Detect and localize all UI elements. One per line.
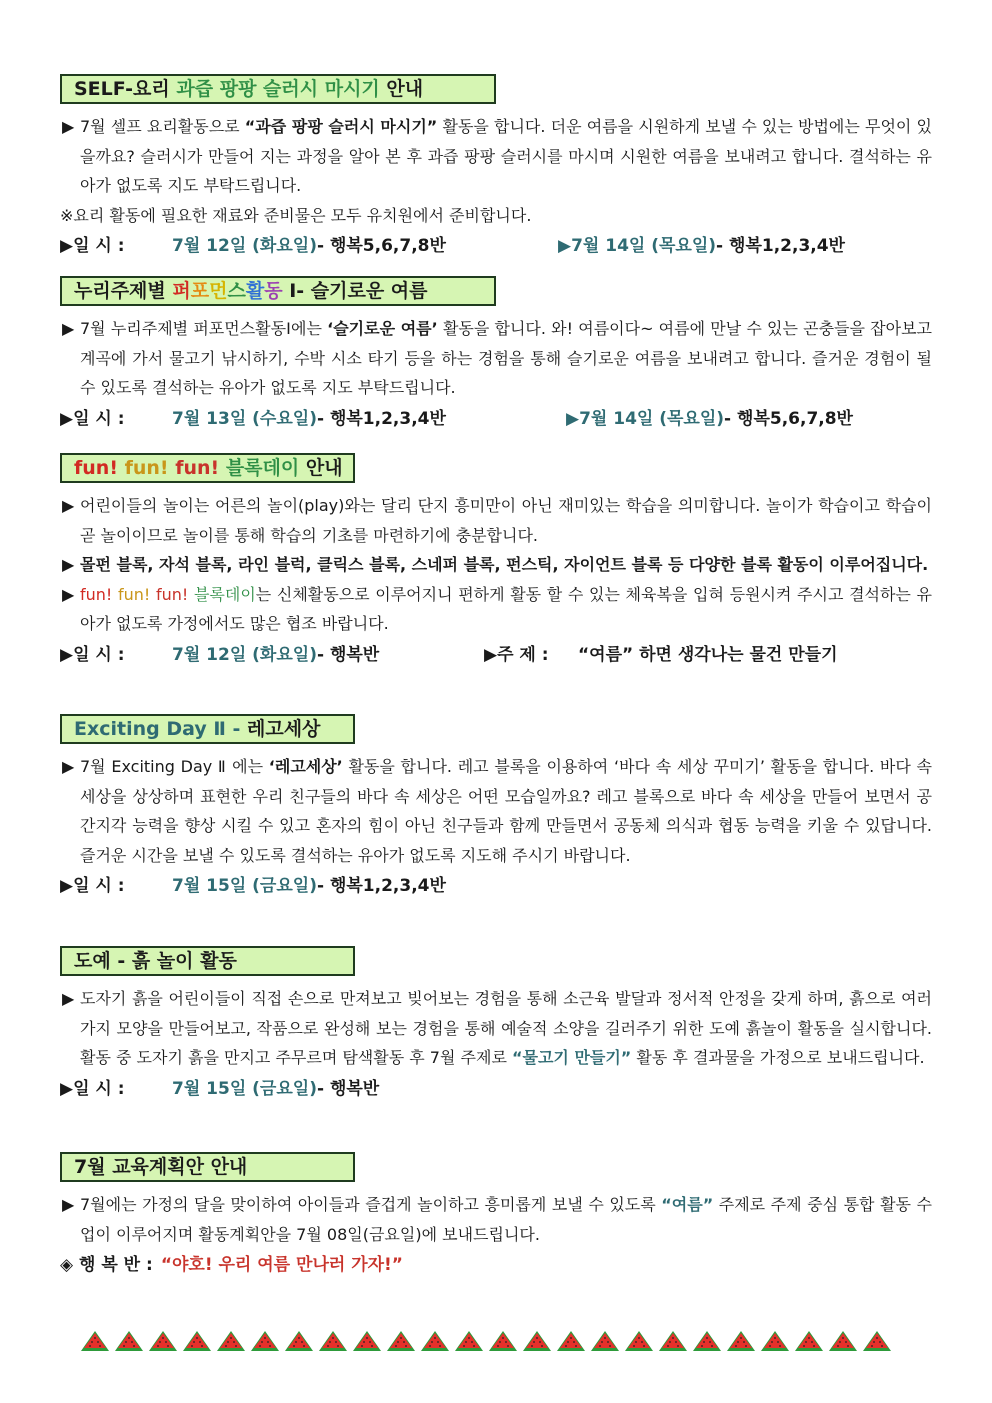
watermelon-border [80,1330,910,1356]
watermelon-icon [386,1330,416,1352]
date-row [60,1075,932,1103]
text: 활동을 합니다. 레고 블록을 이용하여 ‘바다 속 세상 꾸미기’ 활동을 합니다. 바다 속 세상을 상상하며 표현한 우리 친구들의 바다 속 세상은 어떤 모습일까요? 레고 블록으로 바다 속 세상을 만들어 보면서 공간지각 능력을 향상 시킬 수 있고 혼자의 힘이 아닌 친구들과 함께 만들면서 공동체 의식과 협동 능력을 키울 수 있답니다. 즐거운 시간을 보낼 수 있도록 결석하는 유아가 없도록 지도해 주시기 바랍니다. [80,757,932,865]
section-heading: 도예 - 흙 놀이 활동 [60,946,355,976]
activity-name: ‘레고세상’ [268,757,343,776]
bullet-triangle-icon: ▶ [62,757,75,776]
date-row [60,641,932,669]
watermelon-icon [352,1330,382,1352]
class-value: - 행복1,2,3,4반 [316,876,446,896]
bullet-triangle-icon: ▶ [62,1195,75,1214]
watermelon-icon [692,1330,722,1352]
text: 7월에는 가정의 달을 맞이하여 아이들과 즐겁게 놀이하고 흥미롭게 보낼 수 있도록 [80,1195,662,1214]
bullet-triangle-icon: ▶ [62,584,75,604]
date-value: 7월 15일 (금요일) [172,1078,317,1099]
text: 어린이들의 놀이는 어른의 놀이(play)와는 달리 단지 흥미만이 아닌 재미있는 학습을 의미합니다. 놀이가 학습이고 학습이 곧 놀이이므로 놀이를 통해 학습의 기초를 마련하기에 충분합니다. [80,496,932,545]
text: 몰펀 블록, 자석 블록, 라인 블럭, 클릭스 블록, 스네퍼 블록, 펀스틱, 자이언트 블록 등 다양한 블록 활동이 이루어집니다. [80,555,929,574]
heading-highlight: 과즙 팡팡 슬러시 마시기 [176,78,380,100]
paragraph [60,550,932,580]
date-row [60,405,932,433]
date-value: 7월 13일 (수요일) [172,408,317,429]
section-heading [60,714,355,744]
watermelon-icon [488,1330,518,1352]
date-label: ▶일 시 : [60,408,125,429]
class-value: - 행복5,6,7,8반 [316,236,446,256]
theme-value: “여름” 하면 생각나는 물건 만들기 [578,644,838,665]
fun-text: fun! [80,584,113,604]
date-label: ▶일 시 : [60,236,125,256]
theme-label: ▶주 제 : [484,644,549,665]
paragraph [60,580,932,639]
watermelon-icon [590,1330,620,1352]
class-value: - 행복5,6,7,8반 [724,408,853,429]
watermelon-icon [828,1330,858,1352]
text: 주제로 주제 중심 통합 활동 수업이 이루어지며 활동계획안을 7월 08일(금요일)에 보내드립니다. [80,1195,932,1244]
heading-char: 활 [245,280,265,302]
text: 7월 누리주제별 퍼포먼스활동Ⅰ에는 [80,319,328,338]
date-value: ▶7월 14일 (목요일) [566,408,725,429]
watermelon-icon [624,1330,654,1352]
date-row [60,232,932,260]
watermelon-icon [658,1330,688,1352]
bullet-triangle-icon: ▶ [62,117,75,136]
class-label: ◈ 행 복 반 : [60,1255,153,1275]
watermelon-icon [556,1330,586,1352]
watermelon-icon [114,1330,144,1352]
section-pottery [60,946,932,1103]
heading-char: 동 [264,280,283,302]
watermelon-icon [318,1330,348,1352]
heading-highlight: 레고세상 [247,718,321,740]
text: 활동을 합니다. 와! 여름이다~ 여름에 만날 수 있는 곤충들을 잡아보고 계곡에 가서 물고기 낚시하기, 수박 시소 타기 등을 하는 경험을 통해 슬기로운 여름을 보내려고 합니다. 즐거운 경험이 될 수 있도록 결석하는 유아가 없도록 지도 부탁드립니다. [80,319,932,397]
class-value: - 행복반 [316,644,380,665]
class-value: - 행복1,2,3,4반 [316,408,446,429]
text: 7월 셀프 요리활동으로 [80,117,245,136]
paragraph [60,1190,932,1249]
paragraph [60,314,932,403]
watermelon-icon [522,1330,552,1352]
watermelon-icon [148,1330,178,1352]
class-value: - 행복반 [316,1078,380,1099]
heading-char: 스 [227,280,246,302]
section-education-plan [60,1152,932,1279]
paragraph [60,112,932,201]
heading-char: 퍼 [172,280,191,302]
watermelon-icon [794,1330,824,1352]
watermelon-icon [760,1330,790,1352]
section-heading: 7월 교육계획안 안내 [60,1152,355,1182]
watermelon-icon [284,1330,314,1352]
text: 7월 Exciting Day Ⅱ 에는 [80,757,269,776]
watermelon-icon [726,1330,756,1352]
bullet-triangle-icon: ▶ [62,496,75,515]
heading-text: fun! [124,457,169,479]
date-label: ▶일 시 : [60,644,125,665]
paragraph [60,984,932,1073]
activity-name: “물고기 만들기” [511,1048,632,1067]
bullet-triangle-icon: ▶ [62,989,75,1008]
heading-highlight: 블록데이 [225,457,300,479]
heading-char: 포 [190,280,210,302]
paragraph [60,491,932,550]
watermelon-icon [420,1330,450,1352]
section-self-cooking [60,74,932,260]
activity-name: ‘슬기로운 여름’ [327,319,438,338]
watermelon-icon [216,1330,246,1352]
heading-text: SELF-요리 [74,78,170,100]
watermelon-icon [454,1330,484,1352]
activity-name: “과즙 팡팡 슬러시 마시기” [244,117,438,136]
note: ※요리 활동에 필요한 재료와 준비물은 모두 유치원에서 준비합니다. [60,205,532,225]
heading-text: Exciting Day Ⅱ - [74,718,241,740]
section-exciting-day [60,714,932,900]
bullet-triangle-icon: ▶ [62,555,75,574]
watermelon-icon [250,1330,280,1352]
text: 활동 후 결과물을 가정으로 보내드립니다. [631,1048,925,1067]
date-value: ▶7월 14일 (목요일) [558,236,717,256]
date-row [60,872,932,900]
watermelon-icon [182,1330,212,1352]
date-value: 7월 12일 (화요일) [172,644,317,665]
section-heading [60,276,496,306]
heading-text: 누리주제별 [74,280,166,302]
fun-text: fun! [155,584,189,604]
class-theme-row [60,1251,932,1279]
fun-text: fun! [117,584,151,604]
block-day-text: 블록데이 [193,584,256,604]
text: 는 신체활동으로 이루어지니 편하게 활동 할 수 있는 체육복을 입혀 등원시켜 주시고 결석하는 유아가 없도록 가정에서도 많은 협조 바랍니다. [80,584,932,633]
watermelon-icon [80,1330,110,1352]
heading-char: 먼 [209,280,228,302]
class-value: - 행복1,2,3,4반 [716,236,845,256]
heading-text: 안내 [386,78,424,100]
paragraph [60,752,932,870]
class-theme: “야호! 우리 여름 만나러 가자!” [160,1255,403,1275]
date-value: 7월 12일 (화요일) [172,236,317,256]
heading-text: Ⅰ- 슬기로운 여름 [289,280,428,302]
theme-name: “여름” [661,1195,714,1214]
section-heading [60,74,496,104]
heading-text: 안내 [305,457,343,479]
heading-text: fun! [74,457,118,479]
section-nuri-performance [60,276,932,433]
section-heading [60,453,355,483]
section-block-day [60,453,932,669]
text: 활동을 합니다. 더운 여름을 시원하게 보낼 수 있는 방법에는 무엇이 있을까요? 슬러시가 만들어 지는 과정을 알아 본 후 과즙 팡팡 슬러시를 마시며 시원한 여름을 보내려고 합니다. 결석하는 유아가 없도록 지도 부탁드립니다. [80,117,932,195]
date-label: ▶일 시 : [60,1078,125,1099]
date-value: 7월 15일 (금요일) [172,876,317,896]
text: 도자기 흙을 어린이들이 직접 손으로 만져보고 빚어보는 경험을 통해 소근육 발달과 정서적 안정을 갖게 하며, 흙으로 여러 가지 모양을 만들어보고, 작품으로 완성해 보는 경험을 통해 예술적 소양을 길러주기 위한 도예 흙놀이 활동을 실시합니다. 활동 중 도자기 흙을 만지고 주무르며 탐색활동 후 7월 주제로 [80,989,932,1067]
bullet-triangle-icon: ▶ [62,319,75,338]
date-label: ▶일 시 : [60,876,125,896]
watermelon-icon [862,1330,892,1352]
heading-text: fun! [175,457,220,479]
